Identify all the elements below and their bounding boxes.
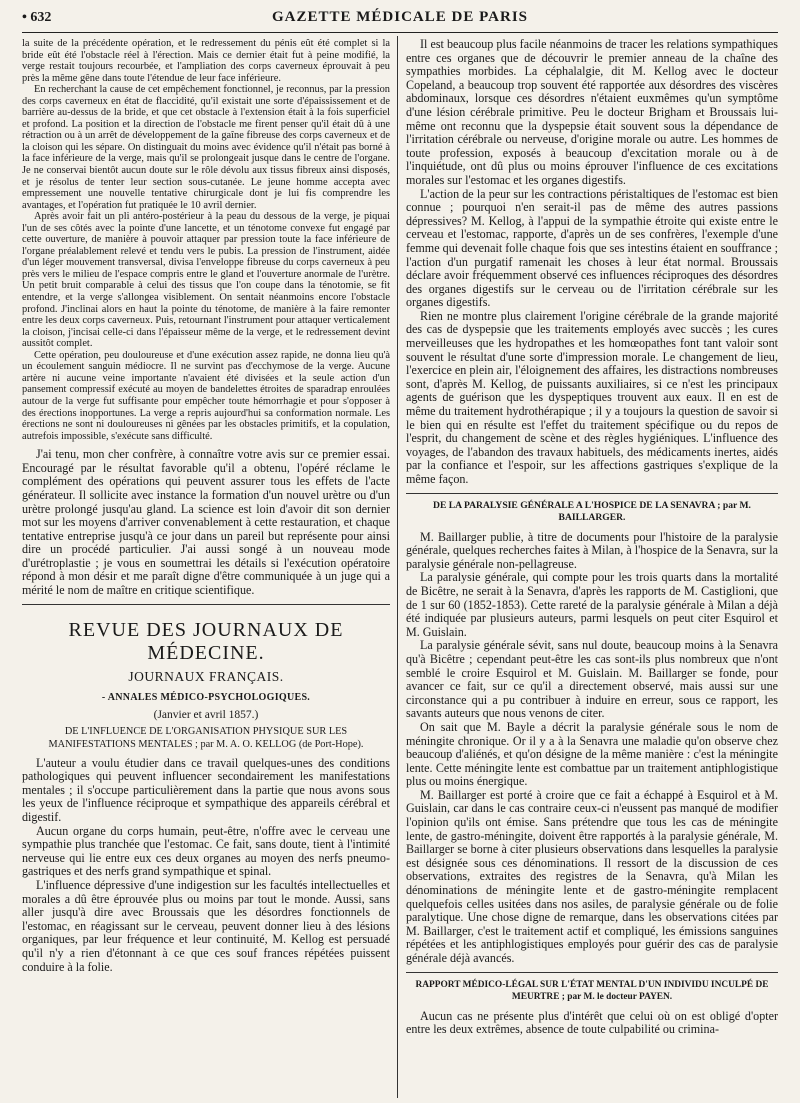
- paragraph: Rien ne montre plus clairement l'origine cérébrale de la grande majorité des cas de dyspepsie que les traitements employés avec succès ; les cures merveilleuses que les hydropathes et les homœopathes font tant valoir sont souvent le résultat d'une sorte d'impression morale. Le changement de lieu, l'exercice en plein air, l'éloignement des affaires, les distractions nombreuses sont, d'après M. Kellog, de puissants auxiliaires, si ce n'est les principaux agents de guérison que les dyspeptiques trouvent aux eaux. Il en est de même du traitement hydrothérapique ; il y a toujours la question de savoir si le bien qui en résulte est l'effet du traitement spécifique ou du repos de l'esprit, du changement de scène et des règles hygiéniques. L'influence des voyages, de l'abandon des travaux habituels, des médicaments inertes, aidés par la confiance et l'espoir, sur les affections gastriques s'explique de la même façon.: [406, 308, 778, 486]
- paragraph: Cette opération, peu douloureuse et d'une exécution assez rapide, ne donna lieu qu'à un écoulement sanguin médiocre. Il ne survint pas d'ecchymose de la verge. Aucune artère ni aucune veine importante n'avaient été divisées et la seule action d'un pansement compressif exécuté au moyen de bandelettes étroites de sparadrap enroulées autour de la verge fut suffisante pour empêcher toute hémorrhagie et pour s'opposer à des érections inopportunes. La verge a repris aujourd'hui sa conformation normale. Les érections ne sont ni douloureuses ni gênées par les obstacles primitifs, et la copulation, autrefois impossible, s'exécute sans difficulté.: [22, 349, 390, 442]
- small-print-block: [22, 38, 390, 442]
- paragraph: La paralysie générale, qui compte pour les trois quarts dans la mortalité de Bicêtre, ne serait à la Senavra, d'après les rapports de M. Castiglioni, que de 1 sur 60 (1852-1853). Cette rareté de la paralysie générale à Milan a déjà été indiquée par plusieurs auteurs, parmi lesquels on peut citer Esquirol et M. Guislain.: [406, 570, 778, 639]
- paragraph: On sait que M. Bayle a décrit la paralysie générale sous le nom de méningite chronique. Or il y a à la Senavra une maladie qu'on observe chez beaucoup d'aliénés, et qu'on désigne de la même manière : c'est la méningite lente. Cette méningite lente est combattue par un traitement antiphlogistique plus ou moins énergique.: [406, 719, 778, 789]
- paragraph: L'influence dépressive d'une indigestion sur les facultés intellectuelles et morales a dû être éprouvée plus ou moins par tout le monde. Aussi, sans aller jusqu'à dire avec Broussais que les désordres fonctionnels de l'estomac, en réagissant sur le cerveau, peuvent donner lieu à des lésions organiques, par leur fréquence et leur continuité, M. Kellog est persuadé qu'il n'y a rien d'étonnant à ce que ces souf frances répétées puissent conduire à la folie.: [22, 878, 390, 974]
- article-body: [406, 531, 778, 966]
- article-heading: DE LA PARALYSIE GÉNÉRALE A L'HOSPICE DE LA SENAVRA ; par M. BAILLARGER.: [433, 499, 751, 524]
- paragraph: Après avoir fait un pli antéro-postérieur à la peau du dessous de la verge, je piquai l'un de ses côtés avec la pointe d'une lancette, et un ténotome convexe fut engagé par cette ouverture, de manière à pouvoir attaquer par pression toute la face inférieure de l'organe préalablement relevé et tendu vers le pubis. La pression de l'instrument, aidée d'un léger mouvement transversal, divisa l'enveloppe fibreuse du corps caverneux à peu près vers le milieu de l'espace compris entre le gland et l'ouverture anormale de l'urètre. Un petit bruit comparable à celui des tissus que l'on coupe dans la ténotomie, se fit entendre, et la verge s'allongea visiblement. On sentait néanmoins encore l'obstacle profond. J'inclinai alors en haut la pointe du ténotome, de manière à la faire remonter entre les deux corps caverneux. Puis, retournant l'instrument pour attaquer verticalement la cloison, j'incisai celle-ci dans l'épaisseur même de la verge, et le redressement devint aussitôt complet.: [22, 211, 390, 350]
- journal-name: - ANNALES MÉDICO-PSYCHOLOGIQUES.: [101, 691, 311, 703]
- page-number: • 632: [22, 10, 52, 25]
- section-title: REVUE DES JOURNAUX DE MÉDECINE.: [68, 618, 344, 664]
- page-header: [22, 6, 778, 33]
- section-rule: [406, 972, 778, 973]
- article-body: [22, 757, 390, 975]
- article-body: [406, 1010, 778, 1037]
- paragraph: la suite de la précédente opération, et le redressement du pénis eût été complet si la bride eût été l'obstacle réel à l'érection. Mais ce dernier était fut à peine modifié, la verge restait toujours recourbée, et l'ampliation des corps caverneux éprouvait à peu près la même gêne dans toute l'étendue de leur face inférieure.: [22, 38, 390, 84]
- paragraph: L'action de la peur sur les contractions péristaltiques de l'estomac est bien connue ; pourquoi n'en serait-il pas de même des autres passions dépressives? M. Kellog, à l'appui de la sympathie étroite qui existe entre le cerveau et l'estomac, rapporte, d'après un de ses confrères, l'exemple d'une femme qui devenait folle chaque fois que ses intestins étaient en souffrance ; l'action d'un purgatif ramenait les choses à leur état normal. Broussais déclare avoir fréquemment observé ces influences réciproques des désordres des organes digestifs sur le cerveau ou de l'irritation cérébrale sur les organes digestifs.: [406, 186, 778, 310]
- paragraph: Il est beaucoup plus facile néanmoins de tracer les relations sympathiques entre ces organes que de découvrir le premier anneau de la chaîne des sympathies morbides. La céphalalgie, dit M. Kellog avec le docteur Copeland, a beaucoup trop souvent été rapportée aux désordres des viscères abdominaux, lorsque ces désordres n'étaient euxmêmes qu'un symptôme d'une lésion cérébrale primitive. Peu le docteur Brigham et Broussais lui-même ont reconnu que la dyspepsie était souvent sous la dépendance de l'irritation cérébrale ou nerveuse, d'origine morale ou autre. Les hommes de toute profession, exposés à beaucoup d'excitation morale ou à de l'inquiétude, ont dû plus ou moins éprouver l'influence de ces excitations morales sur l'estomac et les organes digestifs.: [406, 38, 778, 187]
- section-subtitle: JOURNAUX FRANÇAIS.: [128, 668, 284, 684]
- section-rule: [22, 604, 390, 605]
- paragraph: La paralysie générale sévit, sans nul doute, beaucoup moins à la Senavra qu'à Bicêtre ; cependant peut-être les cas sont-ils plus nombreux que n'ont semblé le croire Esquirol et M. Guislain. M. Baillarger se fonde, pour avancer ce fait, sur ce qu'il a directement observé, mais aussi sur une circonstance qui a pu contribuer à induire en erreur, sous ce rapport, les savants auteurs que nous venons de citer.: [406, 638, 778, 721]
- paragraph: En recherchant la cause de cet empêchement fonctionnel, je reconnus, par la pression des corps caverneux en état de flaccidité, qu'il existait une sorte d'épaississement et de barrière au-dessus de la bride, et que cet obstacle à l'extension était à la fois superficiel et profond. La position et la direction de l'obstacle me firent penser qu'il était dû à une rétraction ou à un arrêt de développement de la gaîne fibreuse des corps caverneux et de la cloison qui les sépare. On distinguait du moins avec évidence qu'il n'était pas borné à la face inférieure de la verge, mais qu'il se prolongeait jusque dans le centre de l'organe. Je ne conservai bientôt aucun doute sur le rôle dévolu aux tissus fibreux ainsi disposés, et je résolus de tenter leur section sous-cutanée. Le jeune homme accepta avec empressement une nouvelle tentative chirurgicale dont je lui fis comprendre les avantages, et l'opération fut pratiquée le 10 avril dernier.: [22, 84, 390, 211]
- paragraph: M. Baillarger publie, à titre de documents pour l'histoire de la paralysie générale, quelques recherches faites à Milan, à l'hospice de la Senavra, sur la paralysie générale non-pellagreuse.: [406, 529, 778, 571]
- journal-dates: (Janvier et avril 1857.): [153, 708, 259, 721]
- paragraph: Aucun organe du corps humain, peut-être, n'offre avec le cerveau une sympathie plus tranchée que l'estomac. Ce fait, sans doute, tient à l'intimité nerveuse qui lie entre eux ces deux organes au moyen des nerfs pneumo-gastriques et des nerfs grand sympathique et spinal.: [22, 823, 390, 879]
- running-title: GAZETTE MÉDICALE DE PARIS: [271, 9, 528, 25]
- paragraph: J'ai tenu, mon cher confrère, à connaître votre avis sur ce premier essai. Encouragé par le résultat favorable qu'il a obtenu, l'opéré réclame le complément des opérations qui peuvent assurer tous les effets de l'acte générateur. Il sollicite avec instance la formation d'un nouvel urètre ou d'un urètre prolongé jusqu'au gland. La science est loin d'avoir dit son dernier mot sur les moyens d'arriver convenablement à cette restauration, et chaque tentative entreprise jusqu'à ce jour dans un pareil but représente pour ainsi dire un procédé particulier. J'ai aussi songé à un nouveau mode d'urétroplastie ; je vous en soumettrai les détails si l'exécution opératoire répond à mon désir et me paraît digne d'être communiquée à un juge qui a mérité le nom de maître en critique scientifique.: [22, 447, 390, 598]
- article-heading: RAPPORT MÉDICO-LÉGAL SUR L'ÉTAT MENTAL D'UN INDIVIDU INCULPÉ DE MEURTRE ; par M. le docteur PAYEN.: [415, 979, 769, 1003]
- paragraph: L'auteur a voulu étudier dans ce travail quelques-unes des conditions pathologiques qui peuvent influencer secondairement les manifestations mentales ; il s'occupe particulièrement dans la partie que nous avons sous les yeux de l'influence réciproque et sympathique des appareils cérébral et digestif.: [22, 755, 390, 825]
- paragraph: Aucun cas ne présente plus d'intérêt que celui où on est obligé d'opter entre les deux extrêmes, absence de toute culpabilité ou crimina-: [406, 1008, 778, 1037]
- column-divider: [397, 36, 398, 1098]
- article-body-continued: [406, 38, 778, 487]
- letter-closing: [22, 448, 390, 598]
- paragraph: M. Baillarger est porté à croire que ce fait a échappé à Esquirol et à M. Guislain, car dans le cas contraire ceux-ci n'eussent pas manqué de modifier l'opinion qu'ils ont émise. Sans prétendre que tous les cas de méningite lente, de gastro-méningite, doivent être rapportés à la paralysie générale, M. Baillarger se borne à citer plusieurs observations dans lesquelles la paralysie est désignée sous ces dénominations. Il ressort de la discussion de ces observations, extraites des registres de la Senavra, qu'à Milan les dénominations de méningite lente et de gastro-méningite remplacent quelquefois celles usitées dans nos asiles, de paralysie générale ou de folie paralytique. Une chose digne de remarque, dans les observations citées par M. Baillarger, c'est le traitement actif et compliqué, les émissions sanguines répétées et les antiphlogistiques employés pour guérir des cas de paralysie générale déjà avancés.: [406, 787, 778, 965]
- article-heading: DE L'INFLUENCE DE L'ORGANISATION PHYSIQUE SUR LES MANIFESTATIONS MENTALES ; par M. A. O. KELLOG (de Port-Hope).: [48, 725, 364, 750]
- right-column: [406, 38, 778, 1100]
- section-rule: [406, 493, 778, 494]
- left-column: [22, 38, 390, 1100]
